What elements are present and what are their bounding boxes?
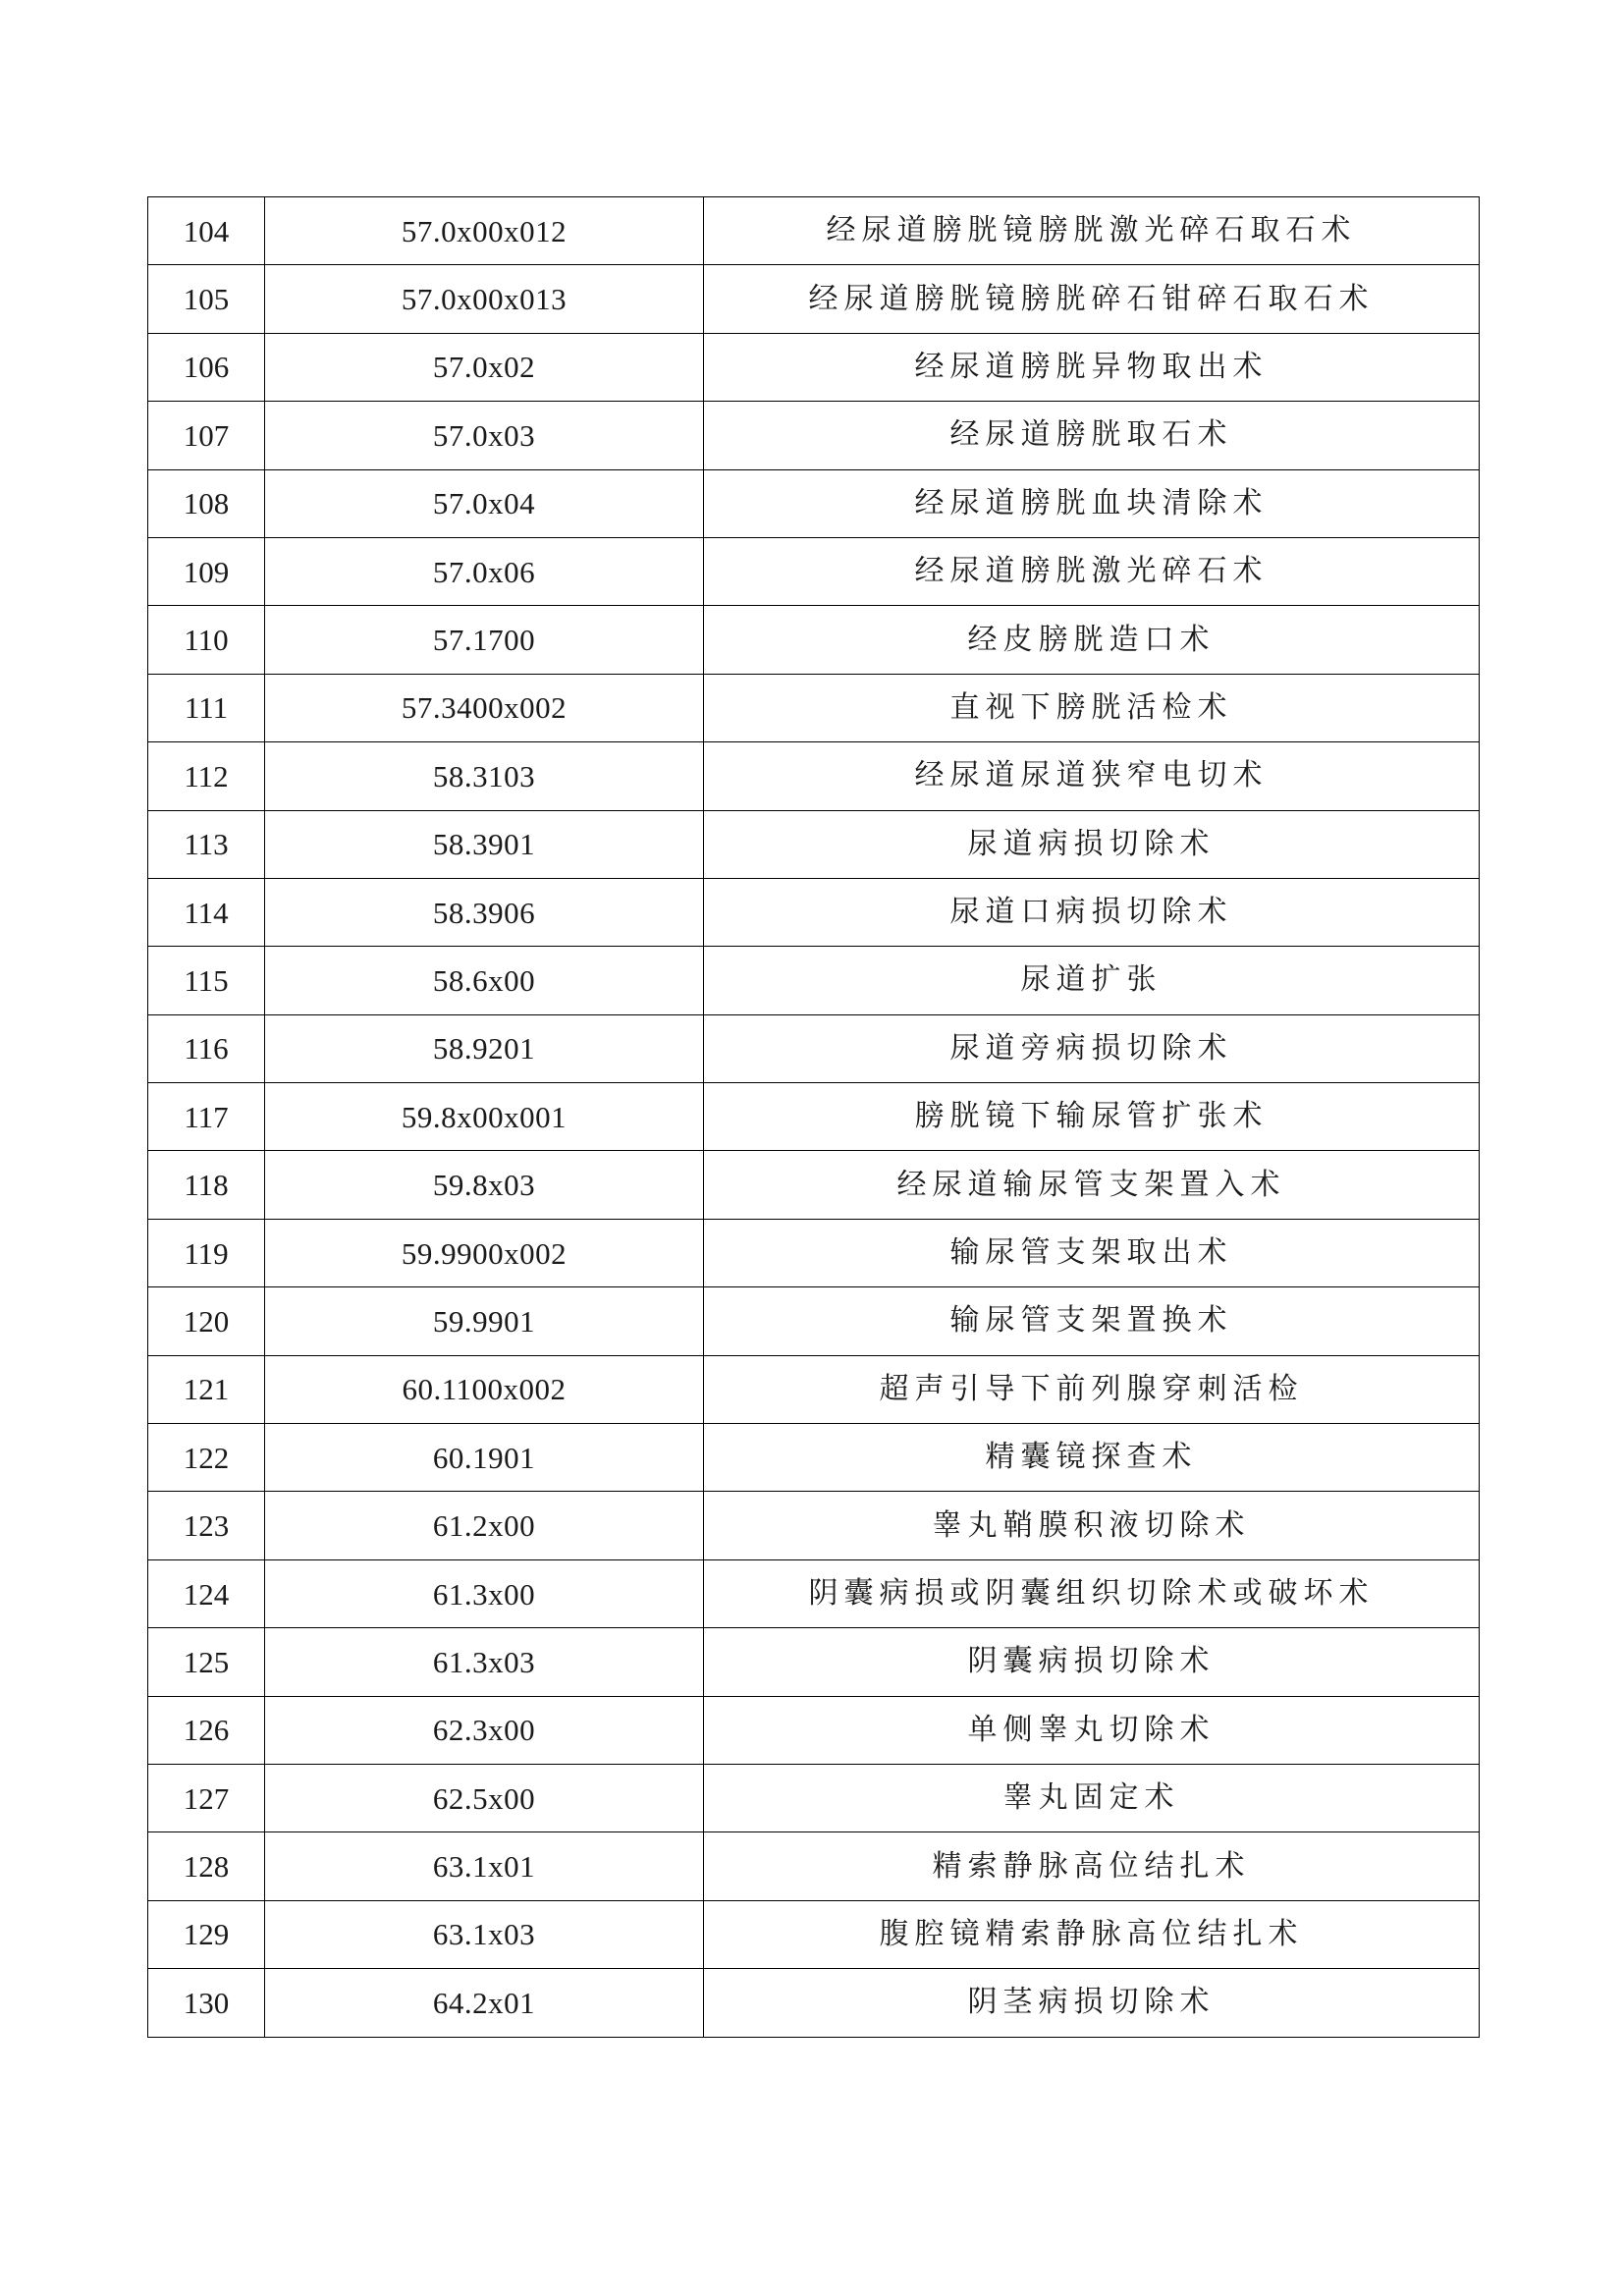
procedure-name-cell: 经皮膀胱造口术 [704,606,1480,674]
procedure-name-cell: 阴囊病损切除术 [704,1628,1480,1696]
row-number-cell: 108 [148,469,265,537]
procedure-code-cell: 59.8x03 [265,1151,704,1219]
procedure-name-cell: 精囊镜探查术 [704,1424,1480,1492]
row-number-cell: 116 [148,1014,265,1082]
row-number-cell: 113 [148,810,265,878]
procedure-name-cell: 直视下膀胱活检术 [704,674,1480,741]
procedure-name-cell: 经尿道输尿管支架置入术 [704,1151,1480,1219]
procedure-name-cell: 阴茎病损切除术 [704,1969,1480,2037]
procedure-code-cell: 57.0x06 [265,537,704,605]
procedure-code-cell: 58.9201 [265,1014,704,1082]
procedure-code-cell: 59.9900x002 [265,1219,704,1286]
procedure-name-cell: 膀胱镜下输尿管扩张术 [704,1083,1480,1151]
row-number-cell: 109 [148,537,265,605]
table-row [148,1696,1480,1764]
row-number-cell: 107 [148,402,265,469]
table-row [148,1014,1480,1082]
procedure-code-cell: 60.1100x002 [265,1355,704,1423]
procedure-name-cell: 尿道病损切除术 [704,810,1480,878]
table-row [148,1764,1480,1831]
table-row [148,469,1480,537]
row-number-cell: 120 [148,1287,265,1355]
table-row [148,402,1480,469]
procedure-code-cell: 61.3x03 [265,1628,704,1696]
procedure-name-cell: 经尿道尿道狭窄电切术 [704,742,1480,810]
table-row [148,947,1480,1014]
table-row [148,878,1480,946]
row-number-cell: 119 [148,1219,265,1286]
table-row [148,1287,1480,1355]
procedure-code-cell: 58.3103 [265,742,704,810]
row-number-cell: 121 [148,1355,265,1423]
procedure-name-cell: 尿道旁病损切除术 [704,1014,1480,1082]
table-row [148,1355,1480,1423]
row-number-cell: 128 [148,1832,265,1900]
procedure-code-cell: 58.3901 [265,810,704,878]
table-row [148,674,1480,741]
table-row [148,1832,1480,1900]
table-row [148,1559,1480,1627]
procedure-table [147,196,1480,2038]
table-row [148,1492,1480,1559]
procedure-code-cell: 57.1700 [265,606,704,674]
procedure-code-cell: 60.1901 [265,1424,704,1492]
table-row [148,1219,1480,1286]
procedure-name-cell: 经尿道膀胱取石术 [704,402,1480,469]
row-number-cell: 106 [148,333,265,401]
table-row [148,1151,1480,1219]
table-row [148,1424,1480,1492]
table-row [148,810,1480,878]
row-number-cell: 125 [148,1628,265,1696]
row-number-cell: 127 [148,1764,265,1831]
procedure-code-cell: 58.3906 [265,878,704,946]
row-number-cell: 114 [148,878,265,946]
table-row [148,1628,1480,1696]
procedure-code-cell: 61.2x00 [265,1492,704,1559]
procedure-code-cell: 58.6x00 [265,947,704,1014]
procedure-name-cell: 阴囊病损或阴囊组织切除术或破坏术 [704,1559,1480,1627]
procedure-table-body [148,197,1480,2038]
procedure-name-cell: 经尿道膀胱血块清除术 [704,469,1480,537]
procedure-code-cell: 59.9901 [265,1287,704,1355]
procedure-name-cell: 经尿道膀胱镜膀胱激光碎石取石术 [704,197,1480,265]
procedure-name-cell: 精索静脉高位结扎术 [704,1832,1480,1900]
row-number-cell: 117 [148,1083,265,1151]
procedure-name-cell: 超声引导下前列腺穿刺活检 [704,1355,1480,1423]
procedure-name-cell: 经尿道膀胱激光碎石术 [704,537,1480,605]
row-number-cell: 105 [148,265,265,333]
row-number-cell: 110 [148,606,265,674]
procedure-code-cell: 64.2x01 [265,1969,704,2037]
row-number-cell: 104 [148,197,265,265]
procedure-name-cell: 睾丸鞘膜积液切除术 [704,1492,1480,1559]
table-row [148,197,1480,265]
table-row [148,742,1480,810]
procedure-name-cell: 经尿道膀胱镜膀胱碎石钳碎石取石术 [704,265,1480,333]
table-row [148,537,1480,605]
procedure-code-cell: 57.0x03 [265,402,704,469]
row-number-cell: 115 [148,947,265,1014]
procedure-code-cell: 57.0x00x013 [265,265,704,333]
table-row [148,265,1480,333]
row-number-cell: 123 [148,1492,265,1559]
procedure-name-cell: 输尿管支架取出术 [704,1219,1480,1286]
row-number-cell: 130 [148,1969,265,2037]
row-number-cell: 122 [148,1424,265,1492]
procedure-name-cell: 输尿管支架置换术 [704,1287,1480,1355]
procedure-name-cell: 尿道扩张 [704,947,1480,1014]
procedure-code-cell: 57.0x04 [265,469,704,537]
procedure-code-cell: 62.5x00 [265,1764,704,1831]
row-number-cell: 111 [148,674,265,741]
row-number-cell: 124 [148,1559,265,1627]
procedure-code-cell: 57.0x02 [265,333,704,401]
procedure-name-cell: 尿道口病损切除术 [704,878,1480,946]
table-row [148,1969,1480,2037]
table-row [148,606,1480,674]
table-row [148,1083,1480,1151]
row-number-cell: 126 [148,1696,265,1764]
procedure-code-cell: 61.3x00 [265,1559,704,1627]
procedure-code-cell: 59.8x00x001 [265,1083,704,1151]
procedure-code-cell: 63.1x01 [265,1832,704,1900]
procedure-name-cell: 经尿道膀胱异物取出术 [704,333,1480,401]
procedure-name-cell: 单侧睾丸切除术 [704,1696,1480,1764]
procedure-name-cell: 睾丸固定术 [704,1764,1480,1831]
procedure-code-cell: 62.3x00 [265,1696,704,1764]
row-number-cell: 129 [148,1900,265,1968]
row-number-cell: 112 [148,742,265,810]
procedure-code-cell: 57.0x00x012 [265,197,704,265]
procedure-code-cell: 63.1x03 [265,1900,704,1968]
row-number-cell: 118 [148,1151,265,1219]
table-row [148,1900,1480,1968]
procedure-name-cell: 腹腔镜精索静脉高位结扎术 [704,1900,1480,1968]
procedure-code-cell: 57.3400x002 [265,674,704,741]
table-row [148,333,1480,401]
